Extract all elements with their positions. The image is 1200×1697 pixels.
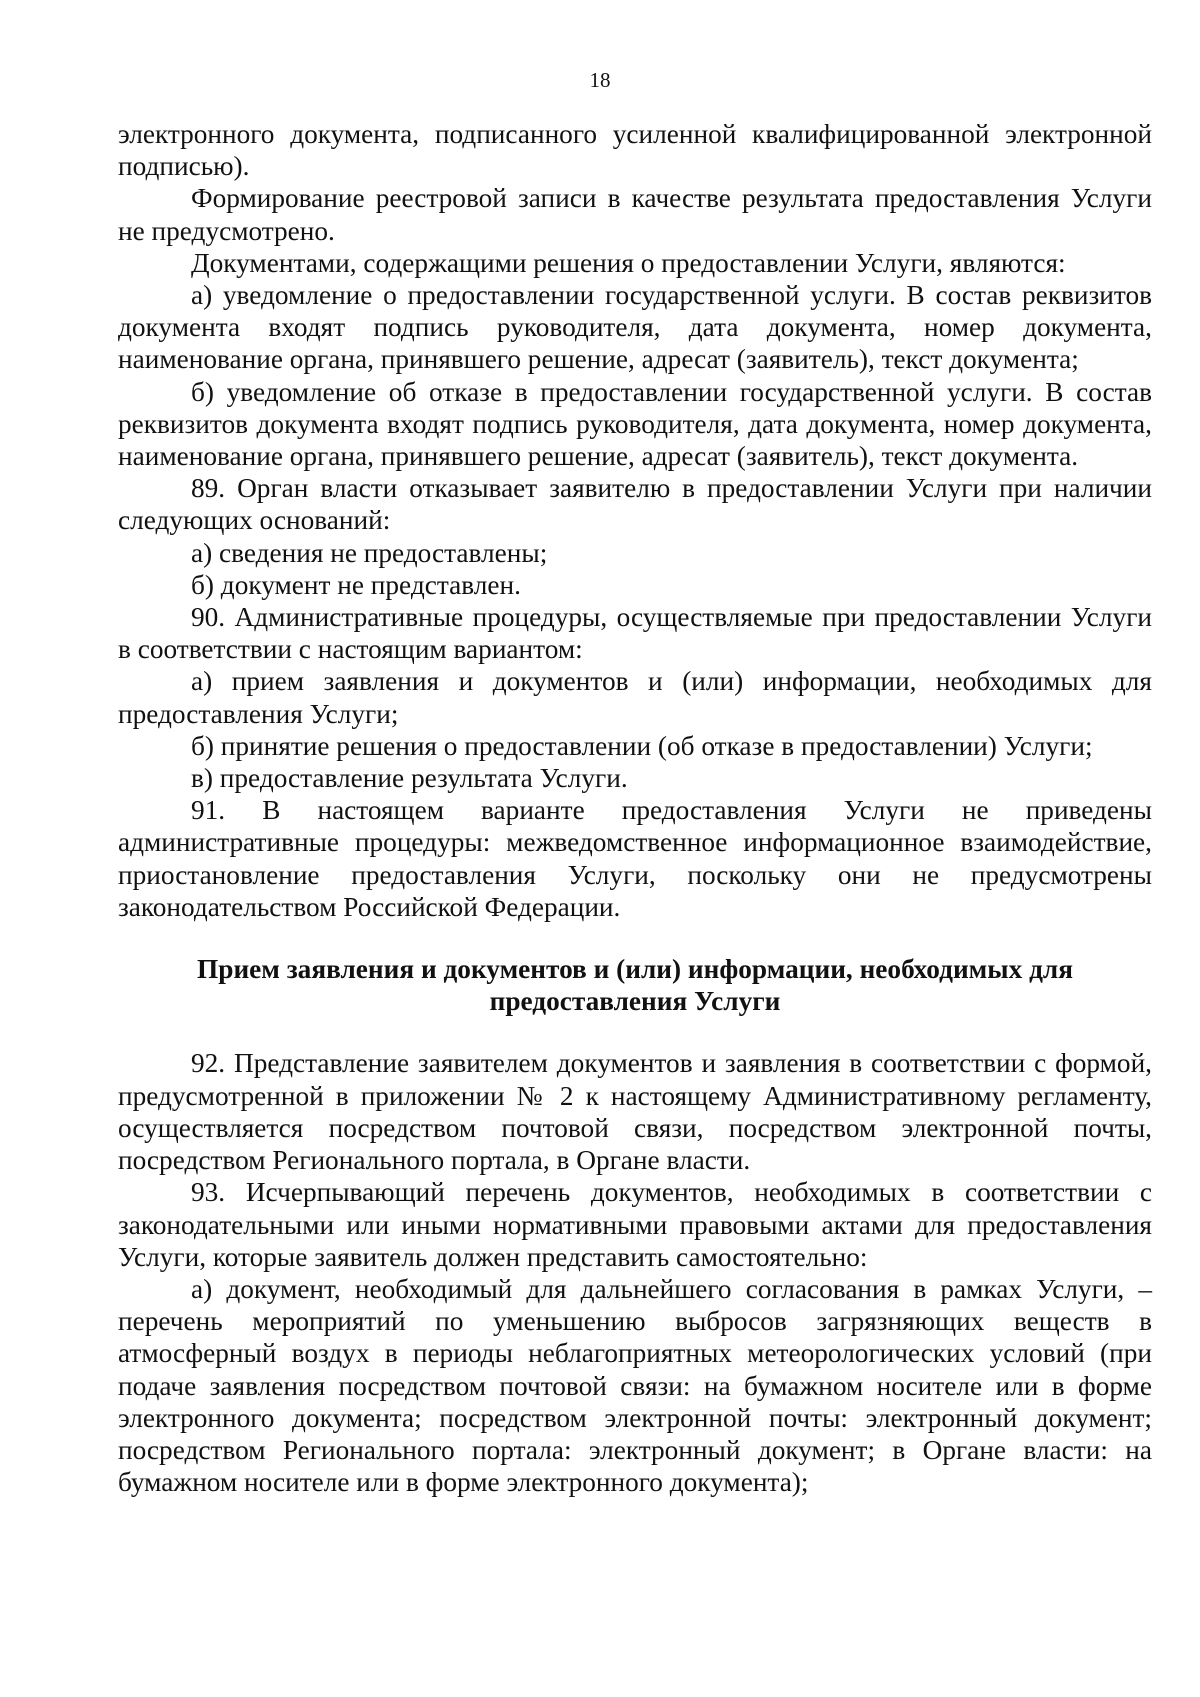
document-body: [118, 118, 1152, 1498]
paragraph: а) уведомление о предоставлении государственной услуги. В состав реквизитов документа входят подпись руководителя, дата документа, номер документа, наименование органа, принявшего решение, адресат (заявитель), текст документа;: [118, 280, 1152, 375]
paragraph: 90. Административные процедуры, осуществляемые при предоставлении Услуги в соответствии с настоящим вариантом:: [118, 602, 1152, 665]
paragraphs-before: [118, 118, 1152, 923]
paragraph: 93. Исчерпывающий перечень документов, необходимых в соответствии с законодательными или иными нормативными правовыми актами для предоставления Услуги, которые заявитель должен представить самостоятельно:: [118, 1177, 1152, 1272]
paragraph: а) прием заявления и документов и (или) информации, необходимых для предоставления Услуги;: [118, 666, 1152, 729]
paragraph: 91. В настоящем варианте предоставления Услуги не приведены административные процедуры: межведомственное информационное взаимодействие, приостановление предоставления Услуги, поскольку они не предусмотрены законодательством Российской Федерации.: [118, 795, 1152, 922]
page-number: 18: [589, 68, 611, 92]
paragraph: электронного документа, подписанного усиленной квалифицированной электронной подписью).: [118, 119, 1152, 182]
paragraphs-after: [118, 1047, 1152, 1498]
paragraph: б) документ не представлен.: [191, 569, 521, 600]
paragraph: в) предоставление результата Услуги.: [191, 763, 628, 794]
paragraph: а) документ, необходимый для дальнейшего согласования в рамках Услуги, – перечень мероприятий по уменьшению выбросов загрязняющих веществ в атмосферный воздух в периоды неблагоприятных метеорологических условий (при подаче заявления посредством почтовой связи: на бумажном носителе или в форме электронного документа; посредством электронной почты: электронный документ; посредством Регионального портала: электронный документ; в Органе власти: на бумажном носителе или в форме электронного документа);: [118, 1273, 1152, 1498]
paragraph: б) принятие решения о предоставлении (об отказе в предоставлении) Услуги;: [191, 730, 1093, 761]
paragraph: 89. Орган власти отказывает заявителю в предоставлении Услуги при наличии следующих оснований:: [118, 473, 1152, 536]
paragraph: 92. Представление заявителем документов и заявления в соответствии с формой, предусмотренной в приложении № 2 к настоящему Административному регламенту, осуществляется посредством почтовой связи, посредством электронной почты, посредством Регионального портала, в Органе власти.: [118, 1048, 1152, 1176]
paragraph: Формирование реестровой записи в качестве результата предоставления Услуги не предусмотрено.: [118, 183, 1152, 246]
paragraph: Документами, содержащими решения о предоставлении Услуги, являются:: [191, 247, 1066, 278]
paragraph: а) сведения не предоставлены;: [191, 537, 548, 568]
section-heading: Прием заявления и документов и (или) информации, необходимых для предоставления Услуги: [197, 954, 1073, 1017]
paragraph: б) уведомление об отказе в предоставлении государственной услуги. В состав реквизитов документа входят подпись руководителя, дата документа, номер документа, наименование органа, принявшего решение, адресат (заявитель), текст документа.: [118, 376, 1152, 472]
